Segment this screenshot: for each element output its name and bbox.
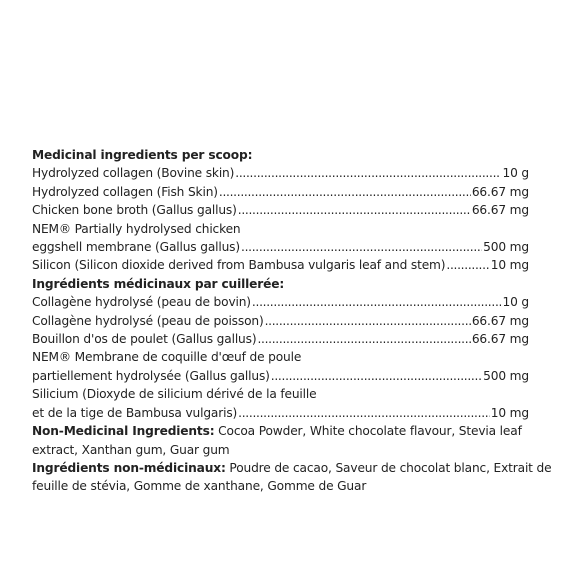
non-medicinal-list: Cocoa Powder, White chocolate flavour, Stevia leaf extract, Xanthan gum, Guar gum xyxy=(32,424,522,457)
ingredient-row xyxy=(32,256,529,274)
ingredient-row xyxy=(32,238,529,256)
ingredient-row xyxy=(32,293,529,311)
dot-leader xyxy=(219,183,471,201)
ingredient-amount: 10 mg xyxy=(490,405,529,420)
non-medicinal-ingredients-fr xyxy=(32,459,552,496)
dot-leader xyxy=(238,201,471,219)
ingredient-name-continued: Silicium (Dioxyde de silicium dérivé de la feuille xyxy=(32,387,317,402)
dot-leader xyxy=(257,330,470,348)
ingredient-row xyxy=(32,330,529,348)
medicinal-ingredients-heading: Medicinal ingredients per scoop: xyxy=(32,148,253,162)
ingredient-row xyxy=(32,312,529,330)
medicinal-ingredients-heading-fr: Ingrédients médicinaux par cuillerée: xyxy=(32,276,285,291)
ingredient-amount: 500 mg xyxy=(483,368,529,383)
ingredient-name: Collagène hydrolysé (peau de poisson) xyxy=(32,313,264,328)
ingredient-name: Hydrolyzed collagen (Bovine skin) xyxy=(32,166,235,181)
non-medicinal-heading-fr: Ingrédients non-médicinaux: xyxy=(32,460,226,475)
ingredient-name: Chicken bone broth (Gallus gallus) xyxy=(32,203,237,218)
ingredient-name: Bouillon d'os de poulet (Gallus gallus) xyxy=(32,332,257,347)
dot-leader xyxy=(265,312,471,330)
ingredient-amount: 10 g xyxy=(502,295,529,310)
ingredient-row xyxy=(32,201,529,219)
ingredient-name-continued: NEM® Partially hydrolysed chicken xyxy=(32,221,241,236)
non-medicinal-ingredients xyxy=(32,422,552,459)
dot-leader xyxy=(252,293,502,311)
ingredient-name: et de la tige de Bambusa vulgaris) xyxy=(32,405,238,420)
ingredient-name: partiellement hydrolysée (Gallus gallus) xyxy=(32,368,270,383)
ingredient-row xyxy=(32,183,529,201)
ingredient-name: eggshell membrane (Gallus gallus) xyxy=(32,240,240,255)
dot-leader xyxy=(235,164,501,182)
ingredient-row xyxy=(32,404,529,422)
ingredient-name: Collagène hydrolysé (peau de bovin) xyxy=(32,295,251,310)
ingredient-name: Hydrolyzed collagen (Fish Skin) xyxy=(32,184,218,199)
non-medicinal-list-fr: Poudre de cacao, Saveur de chocolat blanc, Extrait de feuille de stévia, Gomme de xanthane, Gomme de Guar xyxy=(32,460,552,494)
ingredient-amount: 66.67 mg xyxy=(471,184,529,199)
ingredient-amount: 500 mg xyxy=(483,240,529,255)
non-medicinal-heading: Non-Medicinal Ingredients: xyxy=(32,424,215,439)
dot-leader xyxy=(238,404,490,422)
dot-leader xyxy=(241,238,482,256)
dot-leader xyxy=(446,256,489,274)
ingredient-amount: 66.67 mg xyxy=(471,203,529,218)
ingredient-row xyxy=(32,367,529,385)
ingredient-amount: 10 mg xyxy=(490,258,529,273)
ingredient-amount: 66.67 mg xyxy=(471,313,529,328)
dot-leader xyxy=(271,367,482,385)
ingredients-label xyxy=(32,146,552,496)
ingredient-amount: 10 g xyxy=(502,166,529,181)
ingredient-name: Silicon (Silicon dioxide derived from Bambusa vulgaris leaf and stem) xyxy=(32,258,446,273)
ingredient-name-continued: NEM® Membrane de coquille d'œuf de poule xyxy=(32,350,302,365)
ingredient-amount: 66.67 mg xyxy=(471,332,529,347)
ingredient-row xyxy=(32,164,529,182)
